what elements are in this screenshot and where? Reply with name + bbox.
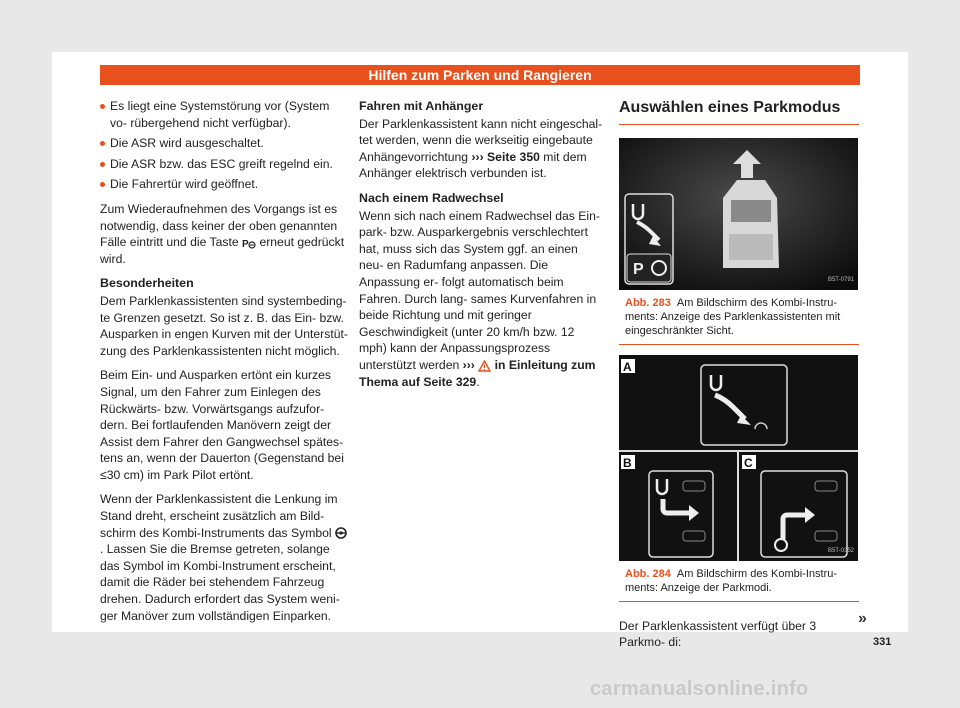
caption-text: Am Bildschirm des Kombi-Instru- ments: Anzeige der Parkmodi.	[625, 567, 838, 594]
middle-column	[359, 98, 604, 398]
bullet-item: Die Fahrertür wird geöffnet.	[100, 176, 348, 193]
steering-paragraph	[100, 491, 348, 624]
section-heading-trailer: Fahren mit Anhänger	[359, 99, 484, 113]
resume-text-end: erneut gedrückt wird.	[100, 235, 345, 266]
right-column	[619, 96, 859, 651]
section-heading: Besonderheiten	[100, 276, 194, 291]
reference-arrows: ›››	[462, 357, 475, 372]
page-number: 331	[873, 636, 892, 648]
bullet-item: Die ASR wird ausgeschaltet.	[100, 135, 348, 152]
figure-284	[619, 355, 858, 561]
page-header: Hilfen zum Parken und Rangieren	[100, 65, 860, 85]
wheel-text: Wenn sich nach einem Radwechsel das Ein- park- bzw. Ausparkergebnis verschlechtert hat, muss sich das System ggf. an einen neu- en Radumfang anpassen. Die Anpassung er- folgt automatisch beim Fahren. Durch lang- sames Kurvenfahren in beide Richtung und mit geringer Geschwindigkeit (unter 20 km/h bzw. 12 mph) kann der Anpassungsprozess unterstützt werden	[359, 208, 600, 372]
section-heading-wheel: Nach einem Radwechsel	[359, 190, 504, 205]
figure-caption	[619, 290, 859, 345]
parking-modes-illustration	[619, 355, 858, 561]
figure-number: Abb. 284	[625, 567, 671, 580]
svg-text:P: P	[242, 238, 249, 249]
page-reference-link[interactable]: ››› Seite 350	[471, 149, 540, 164]
bullet-item: Es liegt eine Systemstörung vor (System vo- rübergehend nicht verfügbar).	[100, 98, 348, 131]
figure-283	[619, 138, 858, 290]
figure-code: B5T-0352	[827, 548, 854, 554]
section-title: Auswählen eines Parkmodus	[619, 100, 859, 125]
trailer-text: Der Parklenkassistent kann nicht eingeschal- tet werden, wenn die werkseitig eingebaute Anhängevorrichtung	[359, 116, 603, 164]
mode-label-b: B	[623, 455, 632, 470]
warning-triangle-icon	[478, 360, 491, 372]
mode-label-a: A	[623, 359, 632, 374]
intro-reference-link[interactable]: in Einleitung zum Thema auf Seite 329	[359, 357, 596, 389]
figure-caption	[619, 561, 859, 602]
park-assist-button-icon	[242, 237, 256, 249]
svg-text:P: P	[633, 260, 644, 278]
trailer-text-end: mit dem Anhänger elektrisch verbunden ist.	[359, 149, 587, 181]
modes-intro-paragraph: Der Parklenkassistent verfügt über 3 Parkmo- di:	[619, 618, 817, 650]
figure-code: B5T-0791	[827, 277, 854, 283]
resume-text: Zum Wiederaufnehmen des Vorgangs ist es notwendig, dass keiner der oben genannten Fälle eintritt und die Taste	[100, 201, 338, 250]
trailer-paragraph	[359, 116, 604, 182]
mode-label-c: C	[744, 455, 753, 470]
figure-number: Abb. 283	[625, 296, 671, 309]
wheel-paragraph	[359, 208, 604, 391]
left-column	[100, 98, 348, 632]
watermark: carmanualsonline.info	[590, 678, 809, 700]
bullet-item: Die ASR bzw. das ESC greift regelnd ein.	[100, 156, 348, 173]
resume-paragraph	[100, 201, 348, 267]
signal-paragraph: Beim Ein- und Ausparken ertönt ein kurzes Signal, um den Fahrer zum Einlegen des Rückwärts- bzw. Vorwärtsgangs aufzufor- dern. Bei fortlaufenden Manövern zeigt der Assist dem Fahrer den Gangwechsel spätes- tens an, wenn der Dauerton (Gegenstand bei ≤30 cm) im Park Pilot ertönt.	[100, 368, 344, 482]
continue-marker: »	[858, 610, 867, 627]
steering-text: Wenn der Parklenkassistent die Lenkung im Stand dreht, erscheint zusätzlich am Bild- schirm des Kombi-Instruments das Symbol	[100, 492, 338, 540]
wheel-text-end: .	[476, 374, 480, 389]
steering-wheel-icon	[335, 527, 347, 539]
steering-text-end: . Lassen Sie die Bremse getreten, solange das Symbol im Kombi-Instrument erscheint, damit die Räder bei stehendem Fahrzeug drehen. Dadurch erfordert das System weni- ger Manöver zum vollständigen Einparken.	[100, 542, 340, 623]
limits-paragraph: Dem Parklenkassistenten sind systembeding- te Grenzen gesetzt. So ist z. B. das Ein- bzw. Ausparken in engen Kurven mit der Unterstüt- zung des Parklenkassistenten nicht möglich.	[100, 293, 348, 358]
caption-text: Am Bildschirm des Kombi-Instru- ments: Anzeige des Parklenkassistenten mit eingeschränkter Sicht.	[625, 296, 841, 337]
cluster-display-illustration	[619, 138, 858, 290]
